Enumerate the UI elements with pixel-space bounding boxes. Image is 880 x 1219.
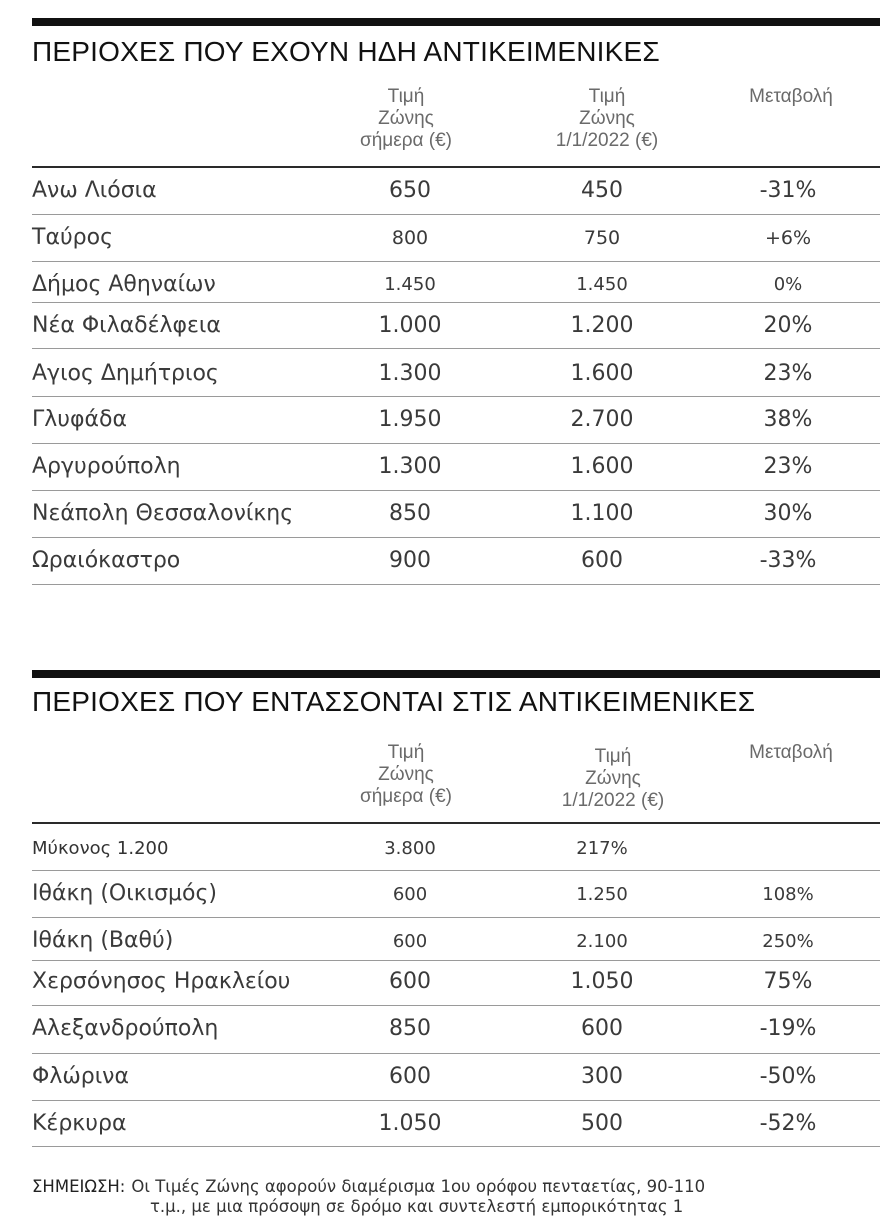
table-row [32, 397, 880, 444]
row-area-name: Χερσόνησος Ηρακλείου [32, 969, 291, 994]
row-change: 75% [763, 969, 813, 994]
row-area-name: Ταύρος [32, 225, 114, 250]
section-2-top-bar [32, 670, 880, 678]
row-previous-price: 750 [583, 227, 621, 249]
footnote-line-1: Οι Τιμές Ζώνης αφορούν διαμέρισμα 1ου ορόφου πενταετίας, 90-110 [131, 1177, 706, 1196]
section-1-header-change: Μεταβολή [749, 86, 833, 107]
row-change: 23% [763, 361, 813, 386]
row-change: -19% [759, 1016, 817, 1041]
row-previous-price: 2.700 [570, 407, 634, 432]
row-current-price: 600 [392, 884, 428, 905]
row-previous-price: 600 [581, 548, 623, 573]
row-current-price: 1.050 [378, 1111, 442, 1136]
row-area-name: Αργυρούπολη [32, 454, 181, 479]
row-current-price: 800 [391, 227, 429, 249]
row-current-price: 850 [389, 501, 431, 526]
section-1-top-bar [32, 18, 880, 26]
table-row [32, 1101, 880, 1147]
footnote-label: ΣΗΜΕΙΩΣΗ: [32, 1177, 126, 1196]
table-row [32, 491, 880, 538]
row-area-name: Γλυφάδα [32, 407, 127, 432]
table-row [32, 961, 880, 1006]
row-previous-price: 450 [581, 178, 623, 203]
row-previous-price: 600 [581, 1016, 623, 1041]
row-change: 108% [762, 884, 814, 905]
row-area-name: Νέα Φιλαδέλφεια [32, 313, 221, 338]
section-1-header-current-price: Τιμή Ζώνης σήμερα (€) [359, 86, 452, 151]
table-row [32, 262, 880, 303]
section-2-header-current-price: Τιμή Ζώνης σήμερα (€) [359, 742, 452, 807]
table-row [32, 168, 880, 215]
row-previous-price: 1.600 [570, 454, 634, 479]
table-row [32, 1006, 880, 1054]
section-2-header-change: Μεταβολή [749, 742, 833, 763]
table-row [32, 349, 880, 397]
row-current-price: 900 [389, 548, 431, 573]
row-current-price: 650 [389, 178, 431, 203]
row-area-name: Ανω Λιόσια [32, 178, 157, 203]
row-previous-price: 1.200 [570, 313, 634, 338]
row-current-price: 600 [392, 931, 428, 952]
row-previous-price: 1.100 [570, 501, 634, 526]
row-previous-price: 217% [576, 838, 628, 859]
row-previous-price: 2.100 [576, 931, 628, 952]
row-area-name: Δήμος Αθηναίων [32, 272, 216, 297]
row-change: -31% [759, 178, 817, 203]
row-current-price: 850 [389, 1016, 431, 1041]
footnote-line-2: τ.μ., με μια πρόσοψη σε δρόμο και συντελεστή εμπορικότητας 1 [150, 1197, 684, 1216]
section-1-header-previous-price: Τιμή Ζώνης 1/1/2022 (€) [555, 86, 659, 151]
row-previous-price: 1.050 [570, 969, 634, 994]
row-current-price: 3.800 [384, 838, 436, 859]
row-area-name: Ιθάκη (Βαθύ) [32, 928, 174, 953]
row-current-price: 1.950 [378, 407, 442, 432]
row-change: 0% [773, 274, 803, 295]
row-change: -50% [759, 1064, 817, 1089]
row-area-name: Αγιος Δημήτριος [32, 361, 219, 386]
row-previous-price: 1.250 [576, 884, 628, 905]
table-row [32, 1054, 880, 1101]
row-current-price: 600 [389, 969, 431, 994]
section-1-title: ΠΕΡΙΟΧΕΣ ΠΟΥ ΕΧΟΥΝ ΗΔΗ ΑΝΤΙΚΕΙΜΕΝΙΚΕΣ [32, 36, 660, 67]
row-current-price: 600 [389, 1064, 431, 1089]
section-2-header-previous-price: Τιμή Ζώνης 1/1/2022 (€) [561, 746, 665, 811]
row-change: 20% [763, 313, 813, 338]
row-current-price: 1.300 [378, 454, 442, 479]
row-area-name: Ωραιόκαστρο [32, 548, 181, 573]
table-row [32, 824, 880, 871]
row-current-price: 1.450 [384, 274, 436, 295]
row-area-name: Νεάπολη Θεσσαλονίκης [32, 501, 294, 526]
row-area-name: Αλεξανδρούπολη [32, 1016, 219, 1041]
row-area-name: Μύκονος 1.200 [32, 838, 169, 859]
table-row [32, 918, 880, 961]
table-row [32, 871, 880, 918]
table-row [32, 303, 880, 349]
row-change: 250% [762, 931, 814, 952]
row-change: 30% [763, 501, 813, 526]
row-area-name: Φλώρινα [32, 1064, 129, 1089]
row-change: +6% [764, 227, 812, 249]
row-previous-price: 300 [581, 1064, 623, 1089]
row-current-price: 1.000 [378, 313, 442, 338]
row-change: -33% [759, 548, 817, 573]
footnote [32, 1177, 705, 1217]
row-area-name: Κέρκυρα [32, 1111, 127, 1136]
row-change: -52% [759, 1111, 817, 1136]
row-change: 23% [763, 454, 813, 479]
row-change: 38% [763, 407, 813, 432]
row-area-name: Ιθάκη (Οικισμός) [32, 881, 218, 906]
section-2-title: ΠΕΡΙΟΧΕΣ ΠΟΥ ΕΝΤΑΣΣΟΝΤΑΙ ΣΤΙΣ ΑΝΤΙΚΕΙΜΕΝΙΚΕΣ [32, 686, 756, 717]
row-current-price: 1.300 [378, 361, 442, 386]
table-row [32, 215, 880, 262]
table-row [32, 538, 880, 585]
row-previous-price: 1.450 [576, 274, 628, 295]
table-row [32, 444, 880, 491]
row-previous-price: 1.600 [570, 361, 634, 386]
row-previous-price: 500 [581, 1111, 623, 1136]
